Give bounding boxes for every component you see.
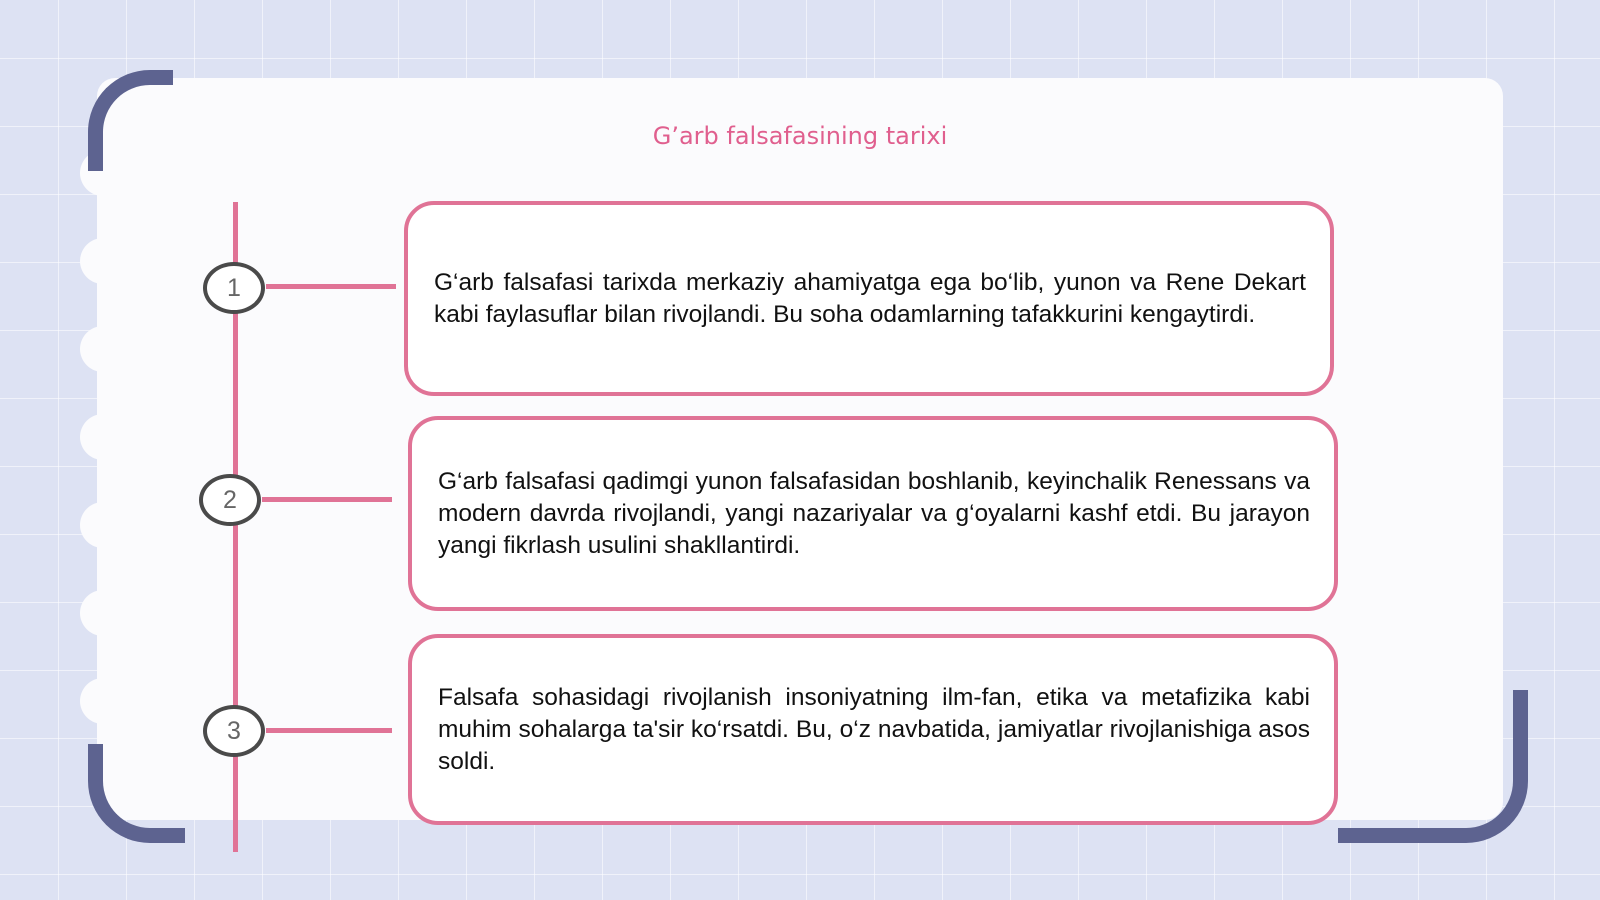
step-number-circle: 1 bbox=[203, 262, 265, 314]
step-description: G‘arb falsafasi qadimgi yunon falsafasidan boshlanib, keyinchalik Renessans va modern davrda rivojlandi, yangi nazariyalar va g‘oyalarni kashf etdi. Bu jarayon yangi fikrlash usulini shakllantirdi. bbox=[438, 467, 1310, 559]
step-number-circle: 3 bbox=[203, 705, 265, 757]
step-text-box bbox=[408, 634, 1338, 825]
step-text-box bbox=[408, 416, 1338, 611]
corner-bracket-bottom-left bbox=[88, 744, 185, 843]
slide-title: G’arb falsafasining tarixi bbox=[652, 122, 948, 150]
scallop-edge bbox=[80, 590, 126, 636]
step-number-circle: 2 bbox=[199, 474, 261, 526]
timeline-connector bbox=[266, 284, 396, 289]
scallop-edge bbox=[80, 414, 126, 460]
timeline-connector bbox=[266, 728, 392, 733]
scallop-edge bbox=[80, 238, 126, 284]
step-description: Falsafa sohasidagi rivojlanish insoniyatning ilm-fan, etika va metafizika kabi muhim sohalarga ta'sir ko‘rsatdi. Bu, o‘z navbatida, jamiyatlar rivojlanishiga asos soldi. bbox=[438, 683, 1310, 775]
step-text-box bbox=[404, 201, 1334, 396]
scallop-edge bbox=[80, 678, 126, 724]
scallop-edge bbox=[80, 326, 126, 372]
step-description: G‘arb falsafasi tarixda merkaziy ahamiyatga ega bo‘lib, yunon va Rene Dekart kabi faylasuflar bilan rivojlandi. Bu soha odamlarning tafakkurini kengaytirdi. bbox=[434, 268, 1306, 328]
corner-bracket-bottom-right bbox=[1338, 690, 1528, 843]
scallop-edge bbox=[80, 502, 126, 548]
timeline-connector bbox=[262, 497, 392, 502]
